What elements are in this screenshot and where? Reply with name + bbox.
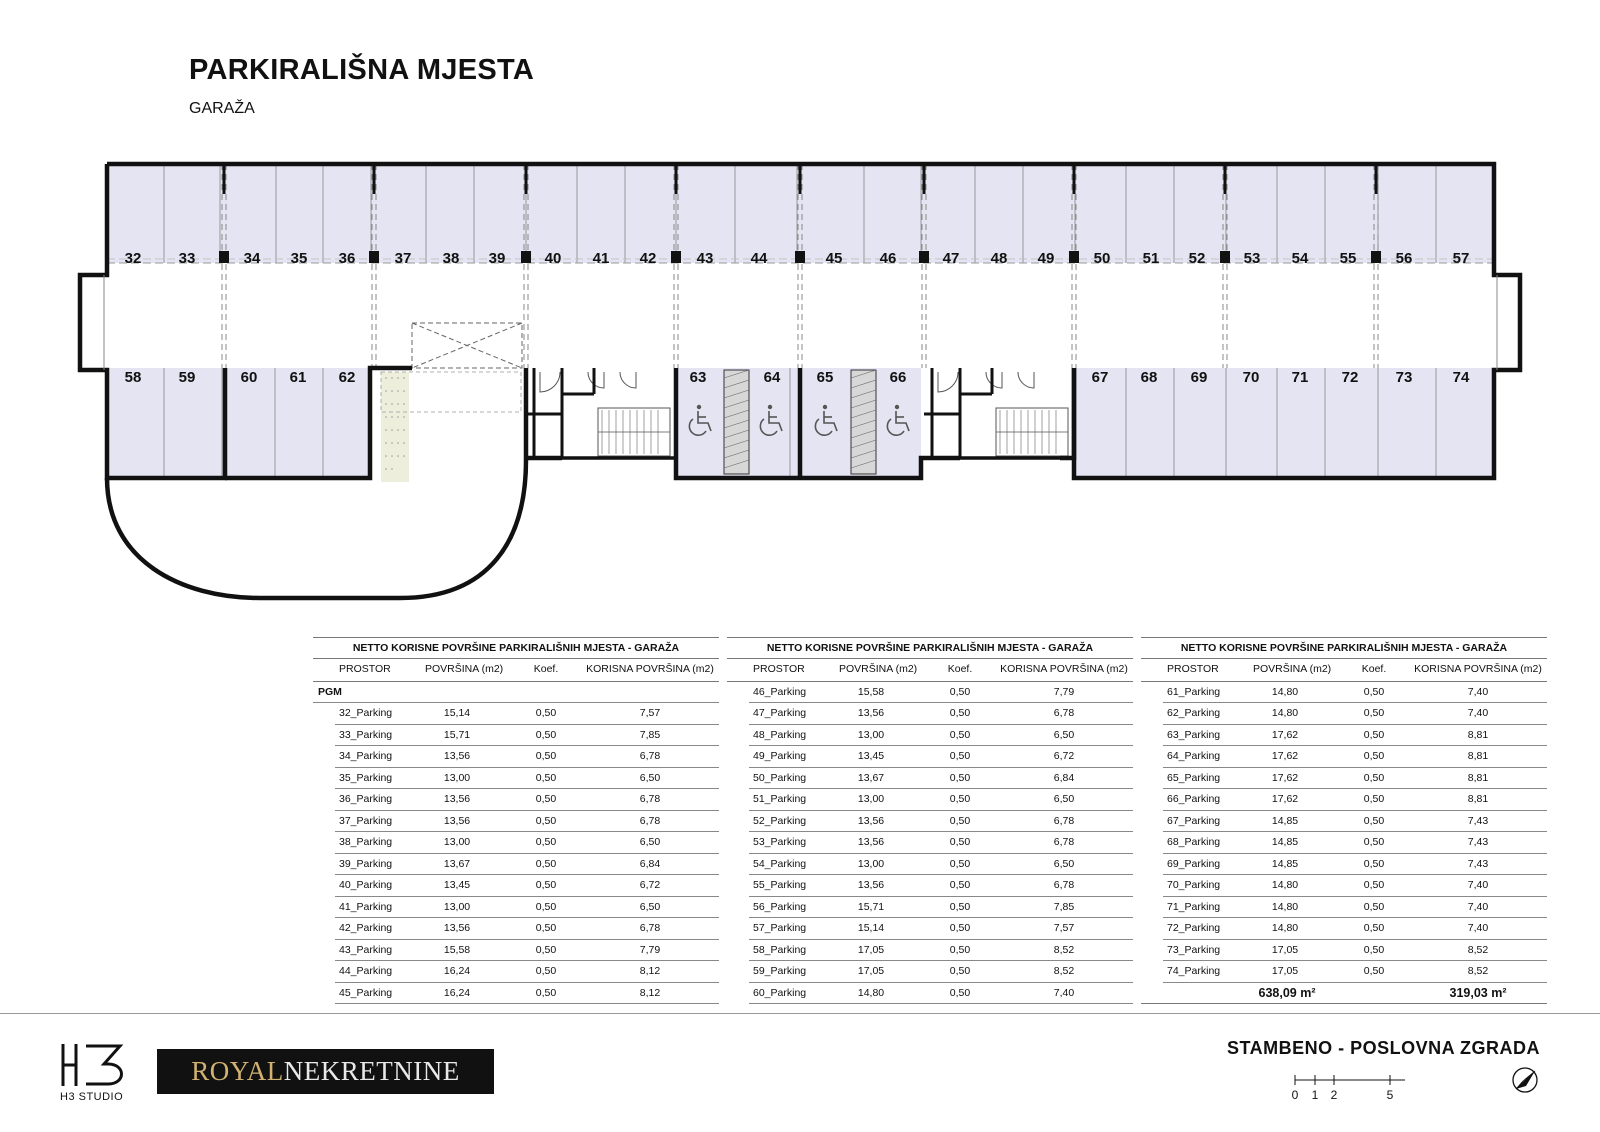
table-cell: 13,56 [857,836,885,848]
table-cell: 36_Parking [339,793,393,805]
table-cell: 38_Parking [339,836,393,848]
table-cell: 65_Parking [1167,771,1221,784]
table-cell: 6,78 [1053,707,1075,719]
parking-spot-label: 50 [1093,250,1111,267]
table-row [313,789,719,811]
table-cell: 40_Parking [339,879,393,891]
table-cell: 0,50 [949,771,971,784]
table-cell: 17,62 [1271,728,1299,741]
table-cell: 13,56 [857,814,885,827]
scale-label: 1 [1311,1088,1319,1102]
table-cell: 58_Parking [753,943,807,956]
table-cell: 8,12 [639,986,661,999]
table-cell: 6,84 [1053,771,1075,784]
parking-spot-label: 53 [1243,250,1261,267]
table-row [1141,897,1547,919]
column-header: POVRŠINA (m2) [1253,663,1332,675]
table-cell: 54_Parking [753,857,807,870]
table-cell: 0,50 [535,771,557,784]
table-cell: 13,56 [857,707,885,719]
table-cell: 13,00 [443,836,471,848]
table-cell: 67_Parking [1167,814,1221,827]
parking-spot-label: 73 [1395,369,1413,386]
building-name: STAMBENO - POSLOVNA ZGRADA [1227,1038,1540,1058]
table-cell: 6,78 [639,814,661,827]
table-cell: 7,40 [1467,707,1489,719]
parking-spot-label: 42 [639,250,657,267]
table-cell: 0,50 [949,793,971,805]
table-cell: 0,50 [949,922,971,934]
column-header: Koef. [533,663,559,675]
table-header-row [313,659,719,682]
table-cell: 13,00 [857,793,885,805]
table-cell: 15,14 [857,922,885,934]
table-row [313,983,719,1005]
table-cell: 17,05 [1271,943,1299,956]
table-row [1141,746,1547,768]
table-row [313,746,719,768]
table-cell: 0,50 [949,814,971,827]
scale-label: 0 [1291,1088,1299,1102]
table-cell: 17,62 [1271,793,1299,805]
table-cell: 0,50 [535,879,557,891]
parking-spot-label: 34 [243,250,261,267]
table-cell: 13,00 [857,728,885,741]
table-row [727,746,1133,768]
table-cell: 0,50 [535,900,557,913]
table-row [727,940,1133,962]
table-cell: 14,80 [1271,900,1299,913]
table-row [727,703,1133,725]
table-row [313,832,719,854]
table-cell: 7,79 [639,943,661,956]
table-cell: 8,81 [1467,728,1489,741]
table-cell: 0,50 [949,900,971,913]
table-cell: 0,50 [535,943,557,956]
table-cell: 0,50 [535,814,557,827]
table-cell: 39_Parking [339,857,393,870]
table-row [313,811,719,833]
table-cell: 6,78 [639,750,661,762]
table-cell: 74_Parking [1167,965,1221,977]
table-cell: 0,50 [949,836,971,848]
table-cell: 55_Parking [753,879,807,891]
column-header: KORISNA POVRŠINA (m2) [1000,663,1128,675]
table-cell: 0,50 [1363,943,1385,956]
table-cell: 7,40 [1467,900,1489,913]
parking-spot-label: 36 [338,250,356,267]
parking-spot-label: 46 [879,250,897,267]
table-cell: 6,78 [1053,879,1075,891]
table-cell: 14,80 [1271,707,1299,719]
table-cell: 72_Parking [1167,922,1221,934]
table-cell: 7,40 [1467,922,1489,934]
table-row [313,875,719,897]
table-cell: 0,50 [949,707,971,719]
table-cell: 69_Parking [1167,857,1221,870]
table-cell: 6,78 [639,922,661,934]
scale-label: 2 [1330,1088,1338,1102]
parking-spot-label: 55 [1339,250,1357,267]
parking-spot-label: 58 [124,369,142,386]
parking-spot-label: 61 [289,369,307,386]
parking-spot-label: 68 [1140,369,1158,386]
table-cell: 13,56 [443,750,471,762]
table-cell: 0,50 [535,707,557,719]
table-row [1141,811,1547,833]
table-cell: 0,50 [949,965,971,977]
table-cell: 6,50 [639,771,661,784]
parking-spot-label: 40 [544,250,562,267]
table-cell: 48_Parking [753,728,807,741]
table-cell: 0,50 [1363,814,1385,827]
table-cell: 0,50 [535,836,557,848]
table-cell: 0,50 [949,986,971,999]
studio-label: H3 STUDIO [60,1091,124,1103]
table-row [1141,768,1547,790]
table-row [727,682,1133,704]
table-cell: 56_Parking [753,900,807,913]
table-cell: 13,00 [443,900,471,913]
table-cell: 6,50 [639,900,661,913]
table-cell: 0,50 [535,986,557,999]
table-row [727,875,1133,897]
table-cell: 6,50 [1053,857,1075,870]
table-row [727,832,1133,854]
table-row [1141,854,1547,876]
table-cell: 14,80 [1271,879,1299,891]
table-group-row [313,682,719,704]
column-header: Koef. [947,663,973,675]
table-cell: 13,00 [857,857,885,870]
area-table-3 [1141,637,1547,1004]
table-cell: 7,40 [1467,879,1489,891]
parking-spot-label: 52 [1188,250,1206,267]
table-row [1141,725,1547,747]
table-cell: 13,67 [857,771,885,784]
table-cell: 0,50 [1363,857,1385,870]
table-cell: 17,05 [857,943,885,956]
parking-spot-label: 72 [1341,369,1359,386]
table-row [727,961,1133,983]
table-row [727,768,1133,790]
area-table-2 [727,637,1133,1004]
table-cell: 43_Parking [339,943,393,956]
table-row [313,768,719,790]
parking-spot-label: 62 [338,369,356,386]
table-cell: 50_Parking [753,771,807,784]
table-cell: 8,52 [1467,965,1489,977]
table-row [727,789,1133,811]
parking-spot-label: 51 [1142,250,1160,267]
table-cell: 59_Parking [753,965,807,977]
table-cell: 14,80 [1271,685,1299,698]
table-row [1141,940,1547,962]
table-cell: 15,71 [443,728,471,741]
table-row [313,725,719,747]
total-useful: 319,03 m² [1449,985,1507,1000]
parking-spot-label: 63 [689,369,707,386]
table-cell: 14,80 [1271,922,1299,934]
table-cell: 34_Parking [339,750,393,762]
table-cell: 45_Parking [339,986,393,999]
table-cell: 7,57 [639,707,661,719]
table-cell: 8,81 [1467,771,1489,784]
column-header: POVRŠINA (m2) [839,663,918,675]
table-title: NETTO KORISNE POVRŠINE PARKIRALIŠNIH MJESTA - GARAŽA [727,637,1133,659]
table-cell: 6,84 [639,857,661,870]
table-cell: 17,62 [1271,750,1299,762]
table-cell: 6,50 [1053,728,1075,741]
table-cell: 13,56 [443,922,471,934]
table-cell: 61_Parking [1167,685,1221,698]
table-row [1141,918,1547,940]
table-cell: 0,50 [1363,965,1385,977]
table-cell: 0,50 [1363,771,1385,784]
table-cell: 14,80 [857,986,885,999]
table-row [1141,703,1547,725]
table-cell: 37_Parking [339,814,393,827]
table-cell: 13,45 [443,879,471,891]
parking-spot-label: 59 [178,369,196,386]
table-cell: 66_Parking [1167,793,1221,805]
table-cell: 14,85 [1271,814,1299,827]
table-cell: 14,85 [1271,836,1299,848]
parking-spot-label: 54 [1291,250,1309,267]
parking-spot-label: 66 [889,369,907,386]
table-cell: 8,81 [1467,750,1489,762]
table-cell: 63_Parking [1167,728,1221,741]
table-row [313,961,719,983]
parking-spot-label: 60 [240,369,258,386]
scale-bar [1290,1072,1410,1102]
parking-spot-label: 57 [1452,250,1470,267]
table-cell: 16,24 [443,965,471,977]
table-cell: 53_Parking [753,836,807,848]
area-table-1 [313,637,719,1004]
group-label: PGM [318,685,342,698]
parking-spot-label: 35 [290,250,308,267]
table-cell: 7,57 [1053,922,1075,934]
table-cell: 15,58 [443,943,471,956]
parking-spot-label: 32 [124,250,142,267]
parking-spot-label: 41 [592,250,610,267]
table-row [313,703,719,725]
table-cell: 7,43 [1467,814,1489,827]
table-cell: 0,50 [1363,685,1385,698]
table-row [727,854,1133,876]
parking-spot-label: 65 [816,369,834,386]
page-title: PARKIRALIŠNA MJESTA [189,54,535,86]
table-title: NETTO KORISNE POVRŠINE PARKIRALIŠNIH MJESTA - GARAŽA [313,637,719,659]
table-row [313,854,719,876]
table-cell: 0,50 [535,922,557,934]
table-cell: 13,56 [443,814,471,827]
parking-spot-label: 48 [990,250,1008,267]
table-cell: 70_Parking [1167,879,1221,891]
table-cell: 6,72 [1053,750,1075,762]
table-cell: 68_Parking [1167,836,1221,848]
table-cell: 6,78 [1053,836,1075,848]
table-row [727,811,1133,833]
column-header: Koef. [1361,663,1387,675]
table-row [1141,961,1547,983]
table-cell: 15,58 [857,685,885,698]
column-header: PROSTOR [339,663,391,675]
parking-spot-label: 47 [942,250,960,267]
parking-spot-label: 69 [1190,369,1208,386]
table-cell: 0,50 [1363,836,1385,848]
table-cell: 13,45 [857,750,885,762]
table-cell: 62_Parking [1167,707,1221,719]
parking-spot-label: 67 [1091,369,1109,386]
table-cell: 49_Parking [753,750,807,762]
table-cell: 14,85 [1271,857,1299,870]
table-cell: 33_Parking [339,728,393,741]
table-cell: 17,05 [1271,965,1299,977]
footer-divider [0,1013,1600,1014]
table-row [1141,832,1547,854]
table-row [727,725,1133,747]
table-cell: 13,56 [443,793,471,805]
parking-spot-label: 39 [488,250,506,267]
table-cell: 7,79 [1053,685,1075,698]
page-subtitle: GARAŽA [189,100,255,117]
table-cell: 7,85 [639,728,661,741]
parking-spot-label: 43 [696,250,714,267]
parking-spot-label: 71 [1291,369,1309,386]
parking-spot-label: 64 [763,369,781,386]
table-cell: 8,52 [1053,943,1075,956]
table-title: NETTO KORISNE POVRŠINE PARKIRALIŠNIH MJESTA - GARAŽA [1141,637,1547,659]
table-cell: 16,24 [443,986,471,999]
table-row [727,983,1133,1005]
table-cell: 0,50 [949,879,971,891]
table-cell: 8,52 [1053,965,1075,977]
table-cell: 0,50 [949,943,971,956]
column-header: KORISNA POVRŠINA (m2) [586,663,714,675]
table-cell: 7,43 [1467,836,1489,848]
table-cell: 0,50 [949,857,971,870]
parking-spot-label: 38 [442,250,460,267]
table-row [313,897,719,919]
table-cell: 0,50 [535,965,557,977]
table-row [727,897,1133,919]
table-cell: 0,50 [535,857,557,870]
table-cell: 0,50 [949,750,971,762]
table-cell: 0,50 [1363,900,1385,913]
table-row [1141,789,1547,811]
parking-spot-label: 70 [1242,369,1260,386]
table-cell: 0,50 [535,793,557,805]
table-cell: 0,50 [1363,728,1385,741]
table-cell: 47_Parking [753,707,807,719]
column-header: POVRŠINA (m2) [425,663,504,675]
table-cell: 15,14 [443,707,471,719]
table-row [1141,875,1547,897]
parking-spot-label: 56 [1395,250,1413,267]
table-cell: 60_Parking [753,986,807,999]
table-row [1141,682,1547,704]
table-cell: 57_Parking [753,922,807,934]
parking-spot-label: 74 [1452,369,1470,386]
north-arrow-icon [1511,1066,1541,1096]
table-cell: 32_Parking [339,707,393,719]
table-cell: 7,40 [1467,685,1489,698]
table-row [313,918,719,940]
table-cell: 71_Parking [1167,900,1221,913]
table-cell: 17,05 [857,965,885,977]
table-cell: 7,85 [1053,900,1075,913]
table-header-row [727,659,1133,682]
table-cell: 13,56 [857,879,885,891]
table-cell: 52_Parking [753,814,807,827]
table-cell: 0,50 [1363,793,1385,805]
table-cell: 6,50 [1053,793,1075,805]
table-cell: 0,50 [1363,922,1385,934]
table-cell: 7,43 [1467,857,1489,870]
table-cell: 0,50 [535,750,557,762]
royal-nekretnine-logo: ROYAL NEKRETNINE [157,1049,494,1094]
parking-spot-label: 49 [1037,250,1055,267]
table-cell: 8,12 [639,965,661,977]
table-cell: 73_Parking [1167,943,1221,956]
table-cell: 44_Parking [339,965,393,977]
table-cell: 42_Parking [339,922,393,934]
table-header-row [1141,659,1547,682]
table-cell: 6,78 [1053,814,1075,827]
table-cell: 8,81 [1467,793,1489,805]
column-header: PROSTOR [1167,663,1219,675]
table-cell: 41_Parking [339,900,393,913]
column-header: KORISNA POVRŠINA (m2) [1414,663,1542,675]
parking-spot-label: 37 [394,250,412,267]
table-cell: 0,50 [1363,707,1385,719]
table-cell: 0,50 [1363,750,1385,762]
table-total-row [1141,983,1547,1005]
parking-spot-label: 44 [750,250,768,267]
table-cell: 46_Parking [753,685,807,698]
table-cell: 0,50 [949,685,971,698]
table-cell: 35_Parking [339,771,393,784]
table-cell: 51_Parking [753,793,807,805]
table-cell: 7,40 [1053,986,1075,999]
parking-spot-label: 33 [178,250,196,267]
table-row [313,940,719,962]
table-cell: 0,50 [1363,879,1385,891]
table-cell: 6,50 [639,836,661,848]
table-cell: 64_Parking [1167,750,1221,762]
table-cell: 15,71 [857,900,885,913]
table-row [727,918,1133,940]
table-cell: 13,67 [443,857,471,870]
parking-spot-label: 45 [825,250,843,267]
table-cell: 17,62 [1271,771,1299,784]
table-cell: 8,52 [1467,943,1489,956]
column-header: PROSTOR [753,663,805,675]
total-area: 638,09 m² [1258,985,1316,1000]
table-cell: 0,50 [949,728,971,741]
table-cell: 6,72 [639,879,661,891]
table-cell: 13,00 [443,771,471,784]
table-cell: 0,50 [535,728,557,741]
h3-logo [60,1044,126,1086]
scale-label: 5 [1386,1088,1394,1102]
table-cell: 6,78 [639,793,661,805]
